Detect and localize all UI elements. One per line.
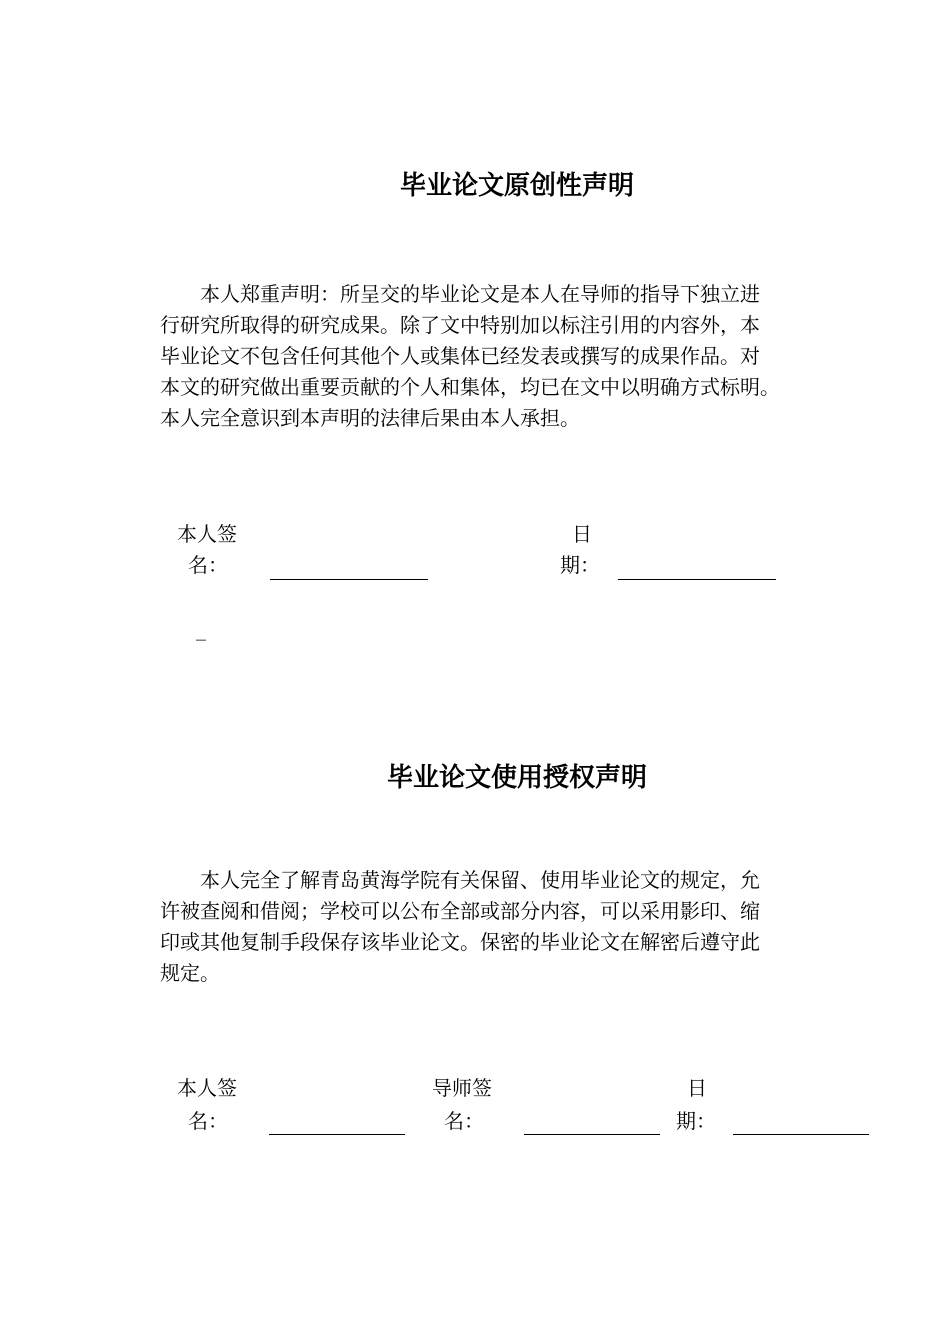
paragraph-line: 本人完全意识到本声明的法律后果由本人承担。 [160,406,580,430]
author-signature-line[interactable] [270,579,428,580]
author-signature-label: 名： [188,1109,228,1133]
paragraph-line: 毕业论文不包含任何其他个人或集体已经发表或撰写的成果作品。对 [160,344,760,368]
authorization-paragraph [160,865,860,989]
date-label: 日 [572,522,592,546]
paragraph-line: 印或其他复制手段保存该毕业论文。保密的毕业论文在解密后遵守此 [160,930,760,954]
author-signature-label: 本人签 [177,1076,237,1100]
advisor-signature-line[interactable] [524,1134,660,1135]
advisor-signature-label: 导师签 [432,1076,492,1100]
stray-mark: _ [196,617,206,641]
date-line[interactable] [618,579,776,580]
date-label: 期： [560,553,600,577]
date-label: 期： [676,1109,716,1133]
date-label: 日 [687,1076,707,1100]
paragraph-line: 本人郑重声明：所呈交的毕业论文是本人在导师的指导下独立进 [160,282,760,306]
author-signature-label: 本人签 [177,522,237,546]
paragraph-line: 本文的研究做出重要贡献的个人和集体，均已在文中以明确方式标明。 [160,375,780,399]
originality-paragraph [160,279,860,434]
author-signature-label: 名： [188,553,228,577]
advisor-signature-label: 名： [444,1109,484,1133]
paragraph-line: 规定。 [160,961,220,985]
author-signature-line[interactable] [269,1134,405,1135]
paragraph-line: 行研究所取得的研究成果。除了文中特别加以标注引用的内容外，本 [160,313,760,337]
paragraph-line: 本人完全了解青岛黄海学院有关保留、使用毕业论文的规定，允 [160,868,760,892]
originality-title: 毕业论文原创性声明 [399,171,634,201]
paragraph-line: 许被查阅和借阅；学校可以公布全部或部分内容，可以采用影印、缩 [160,899,760,923]
authorization-title: 毕业论文使用授权声明 [386,763,647,793]
date-line[interactable] [733,1134,869,1135]
